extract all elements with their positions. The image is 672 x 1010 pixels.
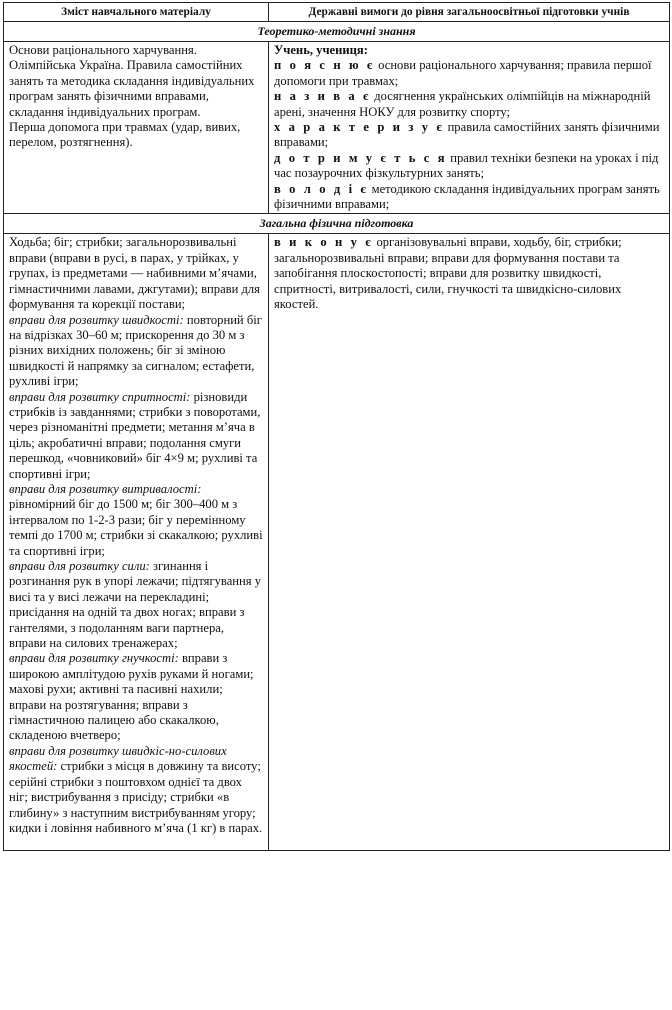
student-intro: Учень, учениця: (274, 43, 368, 57)
content-text: стрибки з місця в довжину та висоту; серійні стрибки з поштовхом однієї та двох ніг; вистрибування з присіду; стрибки «в глибину» з наступним вистрибуванням угору; кидки і ловіння набивного м’яча (1 кг) в парах. (9, 759, 263, 835)
requirement-verb: д о т р и м у є т ь с я (274, 150, 448, 165)
content-text: різновиди стрибків із завданнями; стрибки з поворотами, через різноманітні предмети; метання м’яча в ціль; акробатичні вправи; подолання смуги перешкод, «човниковий» біг 4×9 м; рухливі та спортивні ігри; (9, 389, 261, 481)
section-title: Загальна фізична підготовка (4, 214, 670, 234)
requirements-cell (269, 42, 670, 214)
requirement-verb: н а з и в а є (274, 89, 372, 104)
requirement-verb: х а р а к т е р и з у є (274, 120, 445, 135)
header-content: Зміст навчального матеріалу (4, 3, 269, 22)
requirements-cell (269, 234, 670, 851)
table-row (4, 42, 670, 214)
section-title: Теоретико-методичні знання (4, 22, 670, 42)
header-requirements: Державні вимоги до рівня загальноосвітньої підготовки учнів (269, 3, 670, 22)
content-text: Перша допомога при травмах (удар, вивих, перелом, розтягнення). (9, 120, 241, 150)
content-text: Ходьба; біг; стрибки; загальнорозвивальні вправи (вправи в русі, в парах, у трійках, у групах, із предметами — набивними м’ячами, гімнастичними лавами, джгутами); вправи для формування та корекції постави; (9, 235, 260, 312)
requirement-text: правил техніки безпеки на уроках і під час позаурочних фізкультурних занять; (274, 150, 659, 181)
content-item (9, 744, 263, 836)
requirement-text: методикою складання індивідуальних програм занять фізичними вправами; (274, 181, 660, 212)
requirement-verb: в о л о д і є (274, 181, 369, 196)
content-label: вправи для розвитку гнучкості: (9, 651, 179, 666)
requirement-item (274, 58, 664, 89)
content-item (9, 390, 263, 482)
requirement-item (274, 151, 664, 182)
requirement-text: організовувальні вправи, ходьбу, біг, стрибки; загальнорозвивальні вправи; вправи для формування постави та запобігання плоскостопості; вправи для розвитку швидкості, спритності, витривалості, сили, гнучкості та швидкісно-силових якостей. (274, 235, 622, 312)
content-text: рівномірний біг до 1500 м; біг 300–400 м з інтервалом по 1-2-3 рази; біг у перемінному темпі до 1700 м; стрибки зі скакалкою; рухливі та спортивні ігри; (9, 497, 263, 558)
content-label: вправи для розвитку швидкіс-но-силових якостей: (9, 743, 227, 774)
requirement-verb: в и к о н у є (274, 235, 374, 250)
requirement-item (274, 120, 664, 151)
content-cell (4, 42, 269, 214)
content-item (9, 651, 263, 743)
requirement-item (274, 182, 664, 213)
content-label: вправи для розвитку сили: (9, 559, 150, 573)
requirement-verb: п о я с н ю є (274, 58, 375, 73)
content-label: вправи для розвитку спритності: (9, 389, 191, 404)
requirement-item (274, 235, 664, 312)
content-label: вправи для розвитку швидкості: (9, 312, 184, 327)
requirement-item (274, 89, 664, 120)
content-item (9, 559, 263, 651)
content-item (9, 482, 263, 559)
content-text: повторний біг на відрізках 30–60 м; прискорення до 30 м з різних вихідних положень; біг зі зміною швидкості й напрямку за сигналом; естафети, рухливі ігри; (9, 312, 262, 389)
content-text: Основи раціонального харчування. Олімпійська Україна. Правила самостійних занять та методика складання індивідуальних програм занять фізичними вправами, складання індивідуальних програм. (9, 43, 255, 119)
content-item (9, 313, 263, 390)
content-text: вправи з широкою амплітудою рухів руками й ногами; махові рухи; активні та пасивні нахили; вправи на розтягування; вправи з гімнастичною палицею або скакалкою, складеною вчетверо; (9, 651, 254, 743)
requirement-text: досягнення українських олімпійців на міжнародній арені, значення НОКУ для розвитку спорту; (274, 89, 651, 119)
table-row (4, 234, 670, 851)
section-row-theory (4, 22, 670, 42)
requirement-text: правила самостійних занять фізичними вправами; (274, 120, 660, 150)
content-label: вправи для розвитку витривалості: (9, 481, 202, 496)
section-row-physical (4, 214, 670, 234)
table-header-row (4, 3, 670, 22)
content-cell (4, 234, 269, 851)
requirement-text: основи раціонального харчування; правила першої допомоги при травмах; (274, 58, 652, 88)
curriculum-table (3, 2, 670, 851)
content-text: згинання і розгинання рук в упорі лежачи; підтягування у висі та у висі лежачи на перекладині; присідання на одній та двох ногах; вправи з гантелями, з подоланням ваги партнера, вправи на силових тренажерах; (9, 559, 261, 651)
